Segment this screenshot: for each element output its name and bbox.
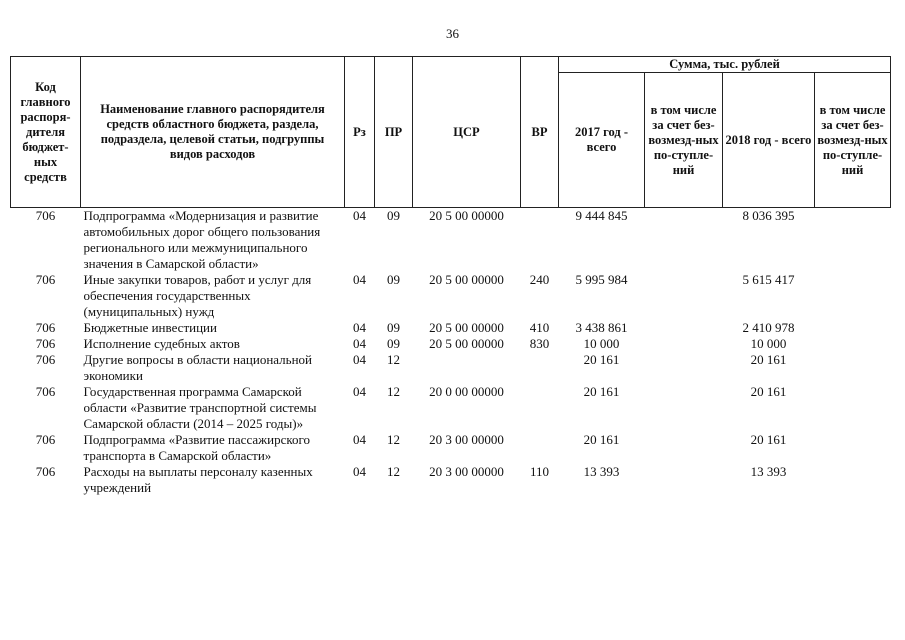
- header-rz: Рз: [345, 57, 375, 208]
- cell-2018-total: 2 410 978: [742, 320, 795, 335]
- cell-vr: 410: [529, 320, 550, 335]
- cell-rz: 04: [353, 336, 366, 351]
- cell-2017-total: 5 995 984: [575, 272, 628, 287]
- cell-csr: 20 5 00 00000: [429, 336, 504, 351]
- cell-name: Исполнение судебных актов: [83, 336, 240, 351]
- cell-csr: 20 5 00 00000: [429, 208, 504, 223]
- cell-2018-gratuitous: [815, 384, 891, 432]
- table-row: [11, 384, 891, 432]
- cell-rz: 04: [353, 208, 366, 223]
- table-row: [11, 352, 891, 384]
- cell-2017-total: 20 161: [583, 352, 620, 367]
- cell-pr: 09: [387, 272, 400, 287]
- header-csr: ЦСР: [413, 57, 521, 208]
- cell-name: Подпрограмма «Модернизация и развитие автомобильных дорог общего пользования регионального или межмуниципального значения в Самарской области»: [83, 208, 321, 271]
- cell-2018-total: 13 393: [750, 464, 787, 479]
- cell-2017-gratuitous: [645, 464, 723, 496]
- header-vr: ВР: [521, 57, 559, 208]
- table-header: [11, 57, 891, 208]
- cell-2017-gratuitous: [645, 336, 723, 352]
- cell-2018-gratuitous: [815, 464, 891, 496]
- cell-code: 706: [35, 432, 56, 447]
- table-row: [11, 464, 891, 496]
- cell-code: 706: [35, 384, 56, 399]
- cell-2017-total: 10 000: [583, 336, 620, 351]
- cell-2017-gratuitous: [645, 320, 723, 336]
- cell-code: 706: [35, 320, 56, 335]
- cell-2017-total: 20 161: [583, 432, 620, 447]
- cell-2018-total: 5 615 417: [742, 272, 795, 287]
- cell-2018-gratuitous: [815, 336, 891, 352]
- cell-2017-gratuitous: [645, 432, 723, 464]
- cell-csr: 20 0 00 00000: [429, 384, 504, 399]
- cell-code: 706: [35, 336, 56, 351]
- cell-name: Расходы на выплаты персоналу казенных учреждений: [83, 464, 313, 495]
- cell-2018-total: 10 000: [750, 336, 787, 351]
- cell-rz: 04: [353, 432, 366, 447]
- cell-2018-total: 8 036 395: [742, 208, 795, 223]
- cell-csr: [413, 352, 521, 384]
- cell-vr: [521, 208, 559, 273]
- cell-name: Подпрограмма «Развитие пассажирского транспорта в Самарской области»: [83, 432, 311, 463]
- header-2017-total: 2017 год - всего: [559, 73, 645, 208]
- cell-pr: 09: [387, 336, 400, 351]
- table-row: [11, 336, 891, 352]
- cell-rz: 04: [353, 384, 366, 399]
- cell-vr: 830: [529, 336, 550, 351]
- cell-2017-gratuitous: [645, 352, 723, 384]
- cell-pr: 09: [387, 208, 400, 223]
- cell-rz: 04: [353, 352, 366, 367]
- table-body: [11, 208, 891, 497]
- cell-pr: 12: [387, 352, 400, 367]
- table-row: [11, 272, 891, 320]
- cell-2017-total: 13 393: [583, 464, 620, 479]
- cell-pr: 12: [387, 464, 400, 479]
- cell-2017-gratuitous: [645, 384, 723, 432]
- cell-2018-gratuitous: [815, 320, 891, 336]
- cell-rz: 04: [353, 320, 366, 335]
- cell-code: 706: [35, 352, 56, 367]
- cell-rz: 04: [353, 272, 366, 287]
- cell-2018-total: 20 161: [750, 352, 787, 367]
- cell-pr: 12: [387, 384, 400, 399]
- cell-2017-gratuitous: [645, 208, 723, 273]
- cell-csr: 20 3 00 00000: [429, 464, 504, 479]
- cell-rz: 04: [353, 464, 366, 479]
- cell-csr: 20 5 00 00000: [429, 272, 504, 287]
- cell-2018-gratuitous: [815, 272, 891, 320]
- cell-vr: 110: [529, 464, 550, 479]
- cell-2018-gratuitous: [815, 352, 891, 384]
- table-row: [11, 432, 891, 464]
- cell-csr: 20 5 00 00000: [429, 320, 504, 335]
- cell-2017-total: 3 438 861: [575, 320, 628, 335]
- cell-code: 706: [35, 208, 56, 223]
- cell-name: Государственная программа Самарской области «Развитие транспортной системы Самарской области (2014 – 2025 годы)»: [83, 384, 317, 431]
- cell-2018-total: 20 161: [750, 432, 787, 447]
- table-row: [11, 320, 891, 336]
- cell-pr: 12: [387, 432, 400, 447]
- header-2017-gratuitous: в том числе за счет без-возмезд-ных по-ступле-ний: [645, 73, 723, 208]
- header-name: Наименование главного распорядителя средств областного бюджета, раздела, подраздела, целевой статьи, подгруппы видов расходов: [81, 57, 345, 208]
- header-2018-total: 2018 год - всего: [723, 73, 815, 208]
- cell-2017-total: 20 161: [583, 384, 620, 399]
- cell-vr: 240: [529, 272, 550, 287]
- header-code: Код главного распоря-дителя бюджет-ных средств: [11, 57, 81, 208]
- cell-vr: [521, 352, 559, 384]
- cell-code: 706: [35, 272, 56, 287]
- cell-2018-gratuitous: [815, 432, 891, 464]
- cell-vr: [521, 384, 559, 432]
- cell-2018-gratuitous: [815, 208, 891, 273]
- cell-csr: 20 3 00 00000: [429, 432, 504, 447]
- cell-name: Другие вопросы в области национальной экономики: [83, 352, 312, 383]
- header-sum: Сумма, тыс. рублей: [559, 57, 891, 73]
- cell-2017-gratuitous: [645, 272, 723, 320]
- header-pr: ПР: [375, 57, 413, 208]
- cell-name: Иные закупки товаров, работ и услуг для обеспечения государственных (муниципальных) нужд: [83, 272, 312, 319]
- page-number: 36: [446, 26, 459, 41]
- cell-pr: 09: [387, 320, 400, 335]
- header-2018-gratuitous: в том числе за счет без-возмезд-ных по-ступле-ний: [815, 73, 891, 208]
- budget-table: [10, 56, 891, 496]
- cell-2018-total: 20 161: [750, 384, 787, 399]
- cell-code: 706: [35, 464, 56, 479]
- cell-name: Бюджетные инвестиции: [83, 320, 217, 335]
- cell-2017-total: 9 444 845: [575, 208, 628, 223]
- table-row: [11, 208, 891, 273]
- cell-vr: [521, 432, 559, 464]
